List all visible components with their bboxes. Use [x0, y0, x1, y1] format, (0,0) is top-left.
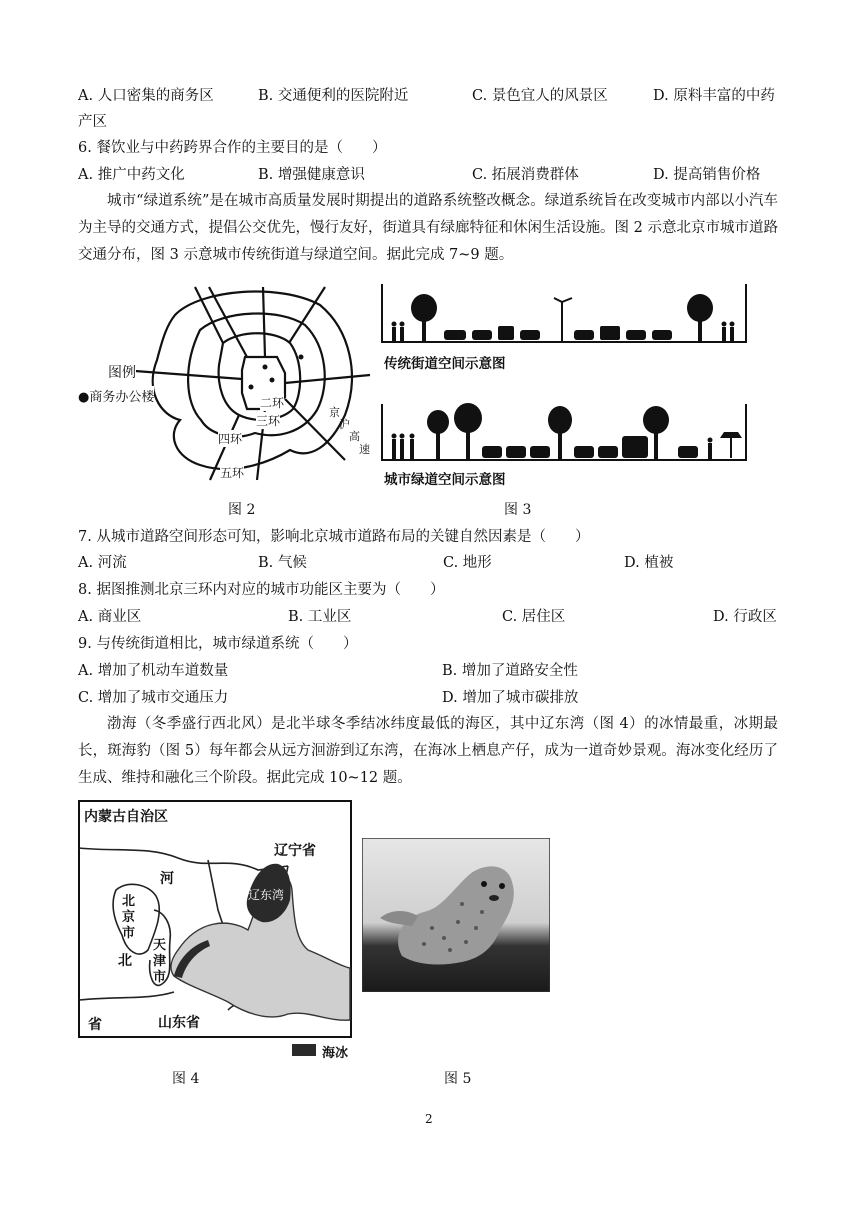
fig2-highway-char-3: 高 [349, 430, 360, 443]
q7-stem: 7. 从城市道路空间形态可知，影响北京城市道路布局的关键自然因素是（ ） [78, 529, 590, 545]
fig4-he-label: 河 [160, 871, 174, 887]
figure-4-caption: 图 4 [172, 1071, 200, 1087]
fig4-neimenggu-label: 内蒙古自治区 [84, 806, 168, 826]
figure-5-seal-photo [362, 838, 550, 992]
q6-option-c: C. 拓展消费群体 [472, 167, 579, 183]
figure-3-street-diagrams [378, 280, 750, 495]
q8-option-c: C. 居住区 [502, 609, 566, 625]
q7-option-c: C. 地形 [443, 555, 492, 571]
figure-3-caption: 图 3 [504, 502, 532, 518]
q6-stem: 6. 餐饮业与中药跨界合作的主要目的是（ ） [78, 140, 387, 156]
q5-option-d-wrap: 产区 [78, 114, 107, 130]
q6-option-b: B. 增强健康意识 [258, 167, 365, 183]
fig4-tianjin-char-2: 津 [153, 954, 167, 969]
fig2-legend-item: ●商务办公楼 [78, 386, 154, 405]
passage-green-way: 城市“绿道系统”是在城市高质量发展时期提出的道路系统整改概念。绿道系统旨在改变城市内部以小汽车为主导的交通方式，提倡公交优先，慢行友好，街道具有绿廊特征和休闲生活设施。图 2 示意北京市城市道路交通分布，图 3 示意城市传统街道与绿道空间。据此完成 7~9 题。 [78, 193, 778, 263]
fig2-highway-char-2: 沪 [339, 418, 350, 431]
figure-2-road-map [105, 275, 373, 490]
fig4-sheng-label: 省 [88, 1017, 102, 1033]
fig4-liaoning-label: 辽宁省 [274, 840, 316, 860]
fig4-tianjin-char-1: 天 [153, 938, 167, 953]
fig3-bottom-label: 城市绿道空间示意图 [384, 472, 506, 488]
fig4-beijing-char-3: 市 [122, 926, 136, 941]
q7-option-a: A. 河流 [78, 555, 127, 571]
q9-option-b: B. 增加了道路安全性 [442, 663, 578, 679]
fig2-highway-char-1: 京 [329, 406, 340, 419]
q7-option-d: D. 植被 [624, 555, 674, 571]
q6-option-a: A. 推广中药文化 [78, 167, 185, 183]
q8-stem: 8. 据图推测北京三环内对应的城市功能区主要为（ ） [78, 582, 445, 598]
fig3-top-label: 传统街道空间示意图 [384, 356, 506, 372]
fig2-ring2-label: 二环 [260, 396, 285, 410]
fig4-shandong-label: 山东省 [158, 1015, 200, 1031]
fig2-legend-title: 图例 [108, 362, 136, 382]
q8-option-b: B. 工业区 [288, 609, 352, 625]
fig2-ring3-label: 三环 [256, 414, 281, 428]
figure-5-caption: 图 5 [444, 1071, 472, 1087]
fig4-liaodongwan-label: 辽东湾 [248, 888, 285, 902]
q7-option-b: B. 气候 [258, 555, 307, 571]
fig4-beijing-char-2: 京 [122, 910, 136, 925]
fig4-tianjin-char-3: 市 [153, 970, 167, 985]
q9-option-a: A. 增加了机动车道数量 [78, 663, 229, 679]
q9-option-c: C. 增加了城市交通压力 [78, 690, 229, 706]
fig2-highway-char-4: 速 [359, 443, 370, 456]
passage-bohai: 渤海（冬季盛行西北风）是北半球冬季结冰纬度最低的海区，其中辽东湾（图 4）的冰情最重，冰期最长，斑海豹（图 5）每年都会从远方洄游到辽东湾，在海冰上栖息产仔，成为一道奇妙景观。海冰变化经历了生成、维持和融化三个阶段。据此完成 10~12 题。 [78, 716, 778, 786]
fig2-ring5-label: 五环 [220, 466, 245, 480]
fig4-bei-label: 北 [118, 953, 132, 969]
q6-option-d: D. 提高销售价格 [653, 167, 761, 183]
q8-option-d: D. 行政区 [713, 609, 777, 625]
q5-option-c: C. 景色宜人的风景区 [472, 88, 608, 104]
page-number: 2 [425, 1112, 433, 1126]
q9-stem: 9. 与传统街道相比，城市绿道系统（ ） [78, 636, 358, 652]
q5-option-a: A. 人口密集的商务区 [78, 88, 214, 104]
figure-2-caption: 图 2 [228, 502, 256, 518]
q9-option-d: D. 增加了城市碳排放 [442, 690, 579, 706]
fig4-beijing-char-1: 北 [122, 894, 136, 909]
q5-option-b: B. 交通便利的医院附近 [258, 88, 409, 104]
fig4-legend-label: 海冰 [322, 1046, 349, 1061]
fig2-ring4-label: 四环 [218, 432, 243, 446]
q8-option-a: A. 商业区 [78, 609, 142, 625]
q5-option-d: D. 原料丰富的中药 [653, 88, 775, 104]
